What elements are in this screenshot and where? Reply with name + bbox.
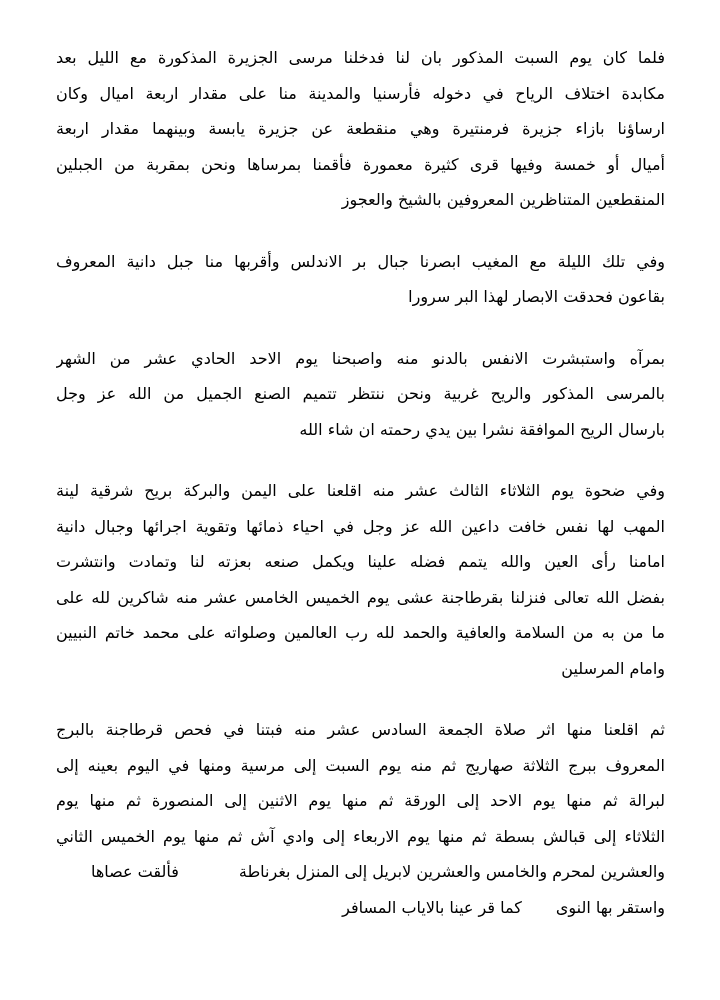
text-line-with-verse: [56, 854, 665, 890]
text-line: مكابدة اختلاف الرياح في دخوله فأرسنيا والمدينة منا على مقدار اربعة اميال وكان: [56, 83, 665, 103]
text-line: لبرالة ثم منها يوم الاحد إلى الورقة ثم منها يوم الاثنين إلى المنصورة ثم منها يوم: [56, 791, 665, 810]
verse-hemistich-1-part-a: فألقت عصاها: [90, 862, 179, 881]
verse-line: [56, 890, 665, 926]
paragraph-4: [56, 473, 665, 686]
text-line: وفي تلك الليلة مع المغيب ابصرنا جبال بر الاندلس وأقربها منا جبل دانية المعروف: [56, 251, 665, 271]
paragraph-1: [56, 40, 665, 218]
verse-hemistich-1-part-b: واستقر بها النوى: [555, 897, 665, 917]
paragraph-3: [56, 341, 665, 448]
text-line: المنقطعين المتناظرين المعروفين بالشيخ والعجوز: [341, 190, 665, 209]
text-line: وفي ضحوة يوم الثلاثاء الثالث عشر منه اقلعنا على اليمن والبركة بريح شرقية لينة: [56, 481, 665, 500]
text-line-prefix: والعشرين لمحرم والخامس والعشرين لابريل إلى المنزل بغرناطة: [238, 862, 665, 881]
text-line: بالمرسى المذكور والريح غربية ونحن ننتظر تتميم الصنع الجميل من الله عز وجل: [56, 384, 665, 403]
text-line: بقاعون فحدقت الابصار لهذا البر سرورا: [408, 287, 665, 306]
paragraph-gap: [56, 447, 665, 473]
verse-hemistich-2: كما قر عينا بالاياب المسافر: [342, 897, 522, 917]
paragraph-gap: [56, 315, 665, 341]
text-line: أميال أو خمسة وفيها قرى كثيرة معمورة فأقمنا بمرساها ونحن بمقربة من الجبلين: [56, 154, 665, 174]
text-line: بمرآه واستبشرت الانفس بالدنو منه واصبحنا يوم الاحد الحادي عشر من الشهر: [56, 348, 665, 368]
text-line: فلما كان يوم السبت المذكور بان لنا فدخلنا مرسى الجزيرة المذكورة مع الليل بعد: [56, 48, 665, 67]
text-line: امامنا رأى العين والله يتمم فضله علينا ويكمل صنعه بعزته لنا وتمادت وانتشرت: [56, 552, 665, 571]
text-line: بفضل الله تعالى فنزلنا بقرطاجنة عشى يوم الخميس الخامس عشر منه شاكرين لله على: [56, 587, 665, 607]
paragraph-gap: [56, 686, 665, 712]
text-line: المعروف ببرج الثلاثة صهاريج ثم منه يوم السبت إلى مرسية ومنها في اليوم بعينه إلى: [56, 755, 665, 775]
text-line: بارسال الريح الموافقة نشرا بين يدي رحمته ان شاء الله: [299, 419, 665, 439]
paragraph-2: [56, 244, 665, 315]
text-line: ثم اقلعنا منها اثر صلاة الجمعة السادس عشر منه فبتنا في فحص قرطاجنة بالبرج: [56, 720, 665, 739]
document-page: [56, 40, 665, 925]
text-line: المهب لها نفس خافت داعين الله عز وجل في احياء ذمائها وتقوية اجرائها وجبال دانية: [56, 516, 665, 536]
text-line: ما من به من السلامة والعافية والحمد لله رب العالمين وصلواته على محمد خاتم النبيين: [56, 623, 665, 642]
text-line: ارساؤنا بازاء جزيرة فرمنتيرة وهي منقطعة عن جزيرة يابسة وبينهما مقدار اربعة: [56, 119, 665, 138]
paragraph-gap: [56, 218, 665, 244]
text-line: الثلاثاء إلى قبالش بسطة ثم منها يوم الاربعاء إلى وادي آش ثم منها يوم الخميس الثاني: [56, 826, 665, 846]
paragraph-5: [56, 712, 665, 925]
text-line: وامام المرسلين: [561, 658, 665, 678]
